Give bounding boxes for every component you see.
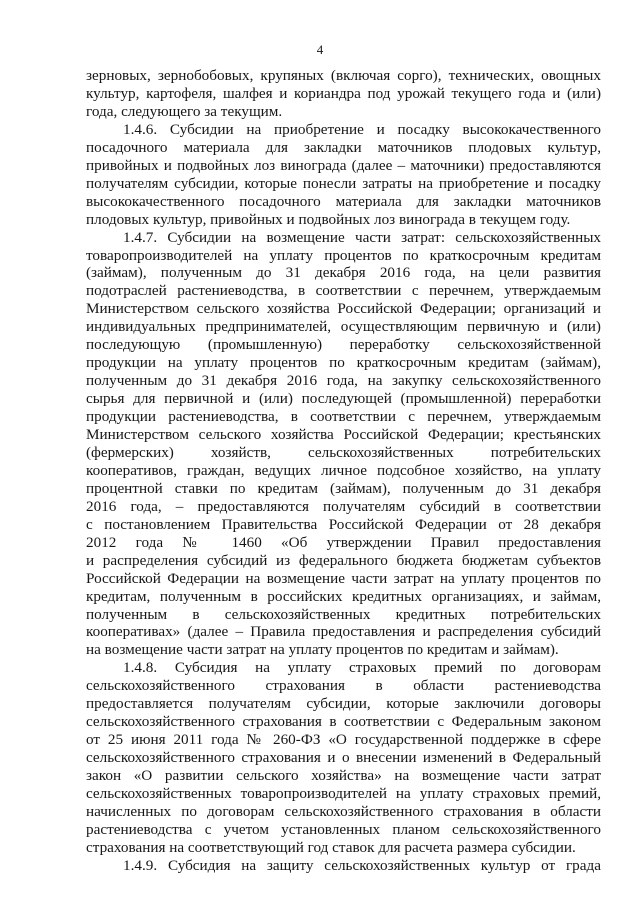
text-line: предоставляется получателям субсидии, которые заключили договоры xyxy=(86,695,601,713)
text-line: продукции растениеводства, в соответствии с перечнем, утверждаемым xyxy=(86,408,601,426)
text-line: получателям субсидии, которые понесли затраты на приобретение и посадку xyxy=(86,174,601,192)
page-number: 4 xyxy=(316,42,324,57)
text-line: сырья для первичной и (или) последующей (промышленной) переработки xyxy=(86,390,601,408)
paragraph-first-line: 1.4.7. Субсидии на возмещение части затрат: сельскохозяйственных xyxy=(123,228,601,246)
text-line: привойных и подвойных лоз винограда (далее – маточники) предоставляются xyxy=(86,156,601,174)
text-line: (займам), полученным до 31 декабря 2016 года, на цели развития xyxy=(86,264,601,282)
text-line: Министерством сельского хозяйства Российской Федерации; организаций и xyxy=(86,300,601,318)
text-line: сельскохозяйственных товаропроизводителей на уплату страховых премий, xyxy=(86,785,601,802)
text-line: кооперативах» (далее – Правила предоставления и распределения субсидий xyxy=(86,623,601,641)
text-line: (фермерских) хозяйств, сельскохозяйственных потребительских xyxy=(86,443,601,461)
text-line: начисленных по договорам сельскохозяйственного страхования в области xyxy=(86,802,601,820)
text-line: культур, картофеля, шалфея и кориандра под урожай текущего года и (или) xyxy=(86,85,601,102)
text-line: на возмещение части затрат на уплату процентов по кредитам и займам). xyxy=(86,641,559,659)
text-line: от 25 июня 2011 года № 260-ФЗ «О государственной поддержке в сфере xyxy=(86,731,601,749)
text-line: сельскохозяйственного страхования в соответствии с Федеральным законом xyxy=(86,713,601,731)
text-line: подотраслей растениеводства, в соответствии с перечнем, утверждаемым xyxy=(86,282,601,300)
text-line: плодовых культур, привойных и подвойных лоз винограда в текущем году. xyxy=(86,210,571,228)
text-line: 2012 года № 1460 «Об утверждении Правил предоставления xyxy=(86,533,601,551)
text-line: высококачественного посадочного материала для закладки маточников xyxy=(86,192,601,210)
text-line: сельскохозяйственного страхования в области растениеводства xyxy=(86,677,601,695)
text-line: закон «О развитии сельского хозяйства» на возмещение части затрат xyxy=(86,767,601,784)
text-line: кредитам, полученным в российских кредитных организациях, и займам, xyxy=(86,587,601,605)
text-line: посадочного материала для закладки маточников плодовых культур, xyxy=(86,138,601,156)
text-line: растениеводства с учетом установленных планом сельскохозяйственного xyxy=(86,820,601,838)
text-line: года, следующего за текущим. xyxy=(86,102,283,120)
text-line: последующую (промышленную) переработку сельскохозяйственной xyxy=(86,336,601,354)
text-line: и распределения субсидий из федерального бюджета бюджетам субъектов xyxy=(86,551,601,569)
text-line: кооперативов, граждан, ведущих личное подсобное хозяйство, на уплату xyxy=(86,461,601,479)
paragraph-first-line: 1.4.9. Субсидия на защиту сельскохозяйственных культур от града xyxy=(123,856,601,874)
paragraph-first-line: 1.4.6. Субсидии на приобретение и посадку высококачественного xyxy=(123,120,601,138)
paragraph-first-line: 1.4.8. Субсидия на уплату страховых премий по договорам xyxy=(123,659,601,677)
text-line: Российской Федерации на возмещение части затрат на уплату процентов по xyxy=(86,569,601,587)
text-line: зерновых, зернобобовых, крупяных (включая сорго), технических, овощных xyxy=(86,67,601,84)
text-line: полученным до 31 декабря 2016 года, на закупку сельскохозяйственного xyxy=(86,372,601,390)
text-line: товаропроизводителей на уплату процентов по краткосрочным кредитам xyxy=(86,246,601,264)
text-line: страхования на соответствующий год ставок для расчета размера субсидии. xyxy=(86,838,576,856)
text-line: полученным в сельскохозяйственных кредитных потребительских xyxy=(86,605,601,623)
text-line: процентной ставки по кредитам (займам), полученным до 31 декабря xyxy=(86,479,601,497)
text-line: продукции на уплату процентов по краткосрочным кредитам (займам), xyxy=(86,354,601,372)
text-line: 2016 года, – предоставляются получателям субсидий в соответствии xyxy=(86,497,601,515)
text-line: Министерством сельского хозяйства Российской Федерации; крестьянских xyxy=(86,426,601,443)
text-line: сельскохозяйственного страхования и о внесении изменений в Федеральный xyxy=(86,749,601,767)
text-line: с постановлением Правительства Российской Федерации от 28 декабря xyxy=(86,515,601,533)
text-line: индивидуальных предпринимателей, осуществляющим первичную и (или) xyxy=(86,318,601,336)
